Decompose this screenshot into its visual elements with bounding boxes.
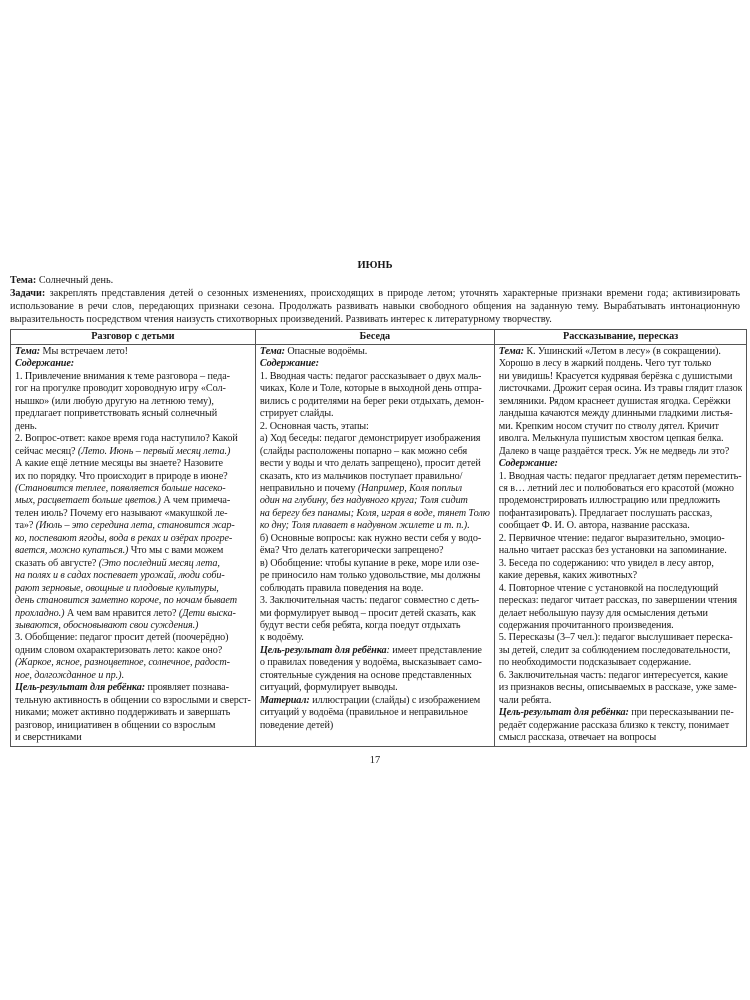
text-line — [499, 645, 743, 657]
text-line — [260, 358, 490, 370]
text-segment: о правилах поведения у водоёма, высказывает само- — [259, 657, 482, 669]
text-line — [15, 608, 251, 620]
text-line — [15, 346, 251, 358]
text-segment: стоятельные суждения на основе представленных — [259, 669, 472, 681]
text-segment: ре приносило нам только удовольствие, мы должны — [259, 570, 481, 582]
text-segment: нально читает рассказ без установки на запоминание. — [498, 545, 727, 557]
theme-label: Тема: — [10, 275, 37, 286]
text-segment: (Становится теплее, появляется больше насеко- — [15, 482, 226, 494]
text-segment: никами; может активно поддерживать и завершать — [15, 707, 231, 719]
theme-line — [10, 274, 740, 287]
text-line — [15, 720, 251, 732]
text-line — [260, 421, 490, 433]
text-line — [260, 483, 490, 495]
text-segment: . — [467, 520, 470, 532]
text-line — [260, 545, 490, 557]
text-segment: гог на прогулке проводит хороводную игру «Сол- — [15, 383, 226, 395]
text-segment: 3. Обобщение: педагог просит детей (поочерёдно) — [15, 632, 229, 644]
text-line — [499, 383, 743, 395]
text-segment: 1. Вводная часть: педагог предлагает детям переместить- — [498, 470, 742, 482]
text-segment: 6. Заключительная часть: педагог интересуется, какие — [498, 669, 728, 681]
text-segment: зы детей, следит за соблюдением последовательности, — [498, 644, 731, 656]
text-segment: иволга. Мелькнула пушистым хвостом цепкая белка. — [498, 433, 724, 445]
text-line — [15, 732, 251, 744]
lesson-plan-table — [10, 329, 747, 747]
text-line — [260, 346, 490, 358]
text-segment: сообщает Ф. И. О. автора, название рассказа. — [498, 520, 690, 532]
text-line — [499, 446, 743, 458]
text-segment: смысл рассказа, отвечает на вопросы — [498, 732, 657, 744]
text-segment: 2. Первичное чтение: педагог выразительно, эмоцио- — [498, 532, 725, 544]
text-line — [260, 695, 490, 707]
column-header-conversation: Разговор с детьми — [11, 330, 256, 345]
text-line — [15, 446, 251, 458]
text-segment: одним словом охарактеризовать лето: какое оно? — [15, 644, 223, 656]
text-line — [499, 608, 743, 620]
text-line — [260, 558, 490, 570]
text-segment: сказать об августе? — [15, 557, 99, 569]
text-segment: один на глубину, без надувного круга; Толя сидит — [259, 495, 468, 507]
text-line — [260, 720, 490, 732]
theme-value: Солнечный день. — [36, 275, 114, 286]
text-line — [499, 732, 743, 744]
text-line — [499, 682, 743, 694]
text-segment: день. — [15, 420, 37, 432]
text-segment: имеет представление — [389, 644, 482, 656]
text-line — [499, 720, 743, 732]
text-line — [499, 583, 743, 595]
text-line — [15, 520, 251, 532]
text-line — [499, 533, 743, 545]
tasks-paragraph — [10, 287, 740, 327]
text-line — [499, 695, 743, 707]
text-segment: 2. Вопрос-ответ: какое время года наступило? Какой — [15, 433, 238, 445]
text-line — [499, 471, 743, 483]
text-segment: 4. Повторное чтение с установкой на последующий — [498, 582, 719, 594]
section-label: Содержание: — [498, 458, 558, 470]
text-line — [499, 408, 743, 420]
text-line — [15, 495, 251, 507]
text-segment: Хорошо в лесу в жаркий полдень. Чего тут только — [498, 358, 712, 370]
text-line — [260, 508, 490, 520]
text-line — [499, 508, 743, 520]
text-line — [260, 533, 490, 545]
text-line — [15, 570, 251, 582]
text-segment: день становится заметно короче, по ночам бывает — [15, 595, 237, 607]
text-segment: 5. Пересказы (3–7 чел.): педагог выслушивает переска- — [498, 632, 733, 644]
text-line — [260, 645, 490, 657]
text-line — [260, 682, 490, 694]
text-segment: 1. Вводная часть: педагог рассказывает о двух маль- — [259, 370, 482, 382]
text-line — [499, 483, 743, 495]
text-line — [15, 583, 251, 595]
text-segment: 3. Заключительная часть: педагог совместно с деть- — [259, 595, 480, 607]
text-line — [15, 682, 251, 694]
tasks-label: Задачи: — [10, 288, 46, 299]
cell-conversation — [11, 345, 256, 747]
column-header-retelling: Рассказывание, пересказ — [494, 330, 747, 345]
text-line — [499, 396, 743, 408]
text-segment: Опасные водоёмы. — [284, 346, 368, 357]
text-line — [499, 707, 743, 719]
text-line — [499, 520, 743, 532]
page-number: 17 — [369, 755, 381, 766]
text-line — [15, 433, 251, 445]
text-segment: ся в… летний лес и полюбоваться его красотой (можно — [498, 482, 734, 494]
text-segment: б) Основные вопросы: как нужно вести себя у водо- — [259, 532, 482, 544]
text-line — [15, 558, 251, 570]
text-segment: мых, расцветает больше цветов.) — [15, 495, 161, 507]
text-line — [260, 433, 490, 445]
text-line — [15, 421, 251, 433]
text-segment: сейчас месяц? — [15, 445, 78, 457]
text-segment: ми. Крепким носом стучит по стволу дятел. Кричит — [498, 420, 719, 432]
cell-discussion — [255, 345, 494, 747]
text-segment: А чем примеча- — [160, 495, 231, 507]
text-line — [15, 383, 251, 395]
text-line — [15, 471, 251, 483]
text-segment: листочками. Дрожит серая осина. Из травы глядит глазок — [498, 383, 743, 395]
text-segment: ландыша качаются между длинными гладкими листья- — [498, 408, 733, 420]
text-line — [15, 358, 251, 370]
text-line — [499, 570, 743, 582]
section-label: Тема: — [15, 346, 41, 357]
text-line — [260, 396, 490, 408]
text-segment: А чем вам нравится лето? — [64, 607, 179, 619]
text-line — [15, 670, 251, 682]
text-segment: иллюстрации (слайды) с изображением — [309, 694, 481, 706]
tasks-value: закреплять представления детей о сезонных изменениях, происходящих в природе летом; уточнять характерные признаки времени года; активизировать использование в речи слов, передающих признаки сезона. Продолжать развивать навыки свободного общения на заданную тему. Вырабатывать интонационную выразительность посредством чтения наизусть стихотворных произведений. Развивать интерес к литературному творчеству. — [10, 288, 740, 326]
text-segment: К. Ушинский «Летом в лесу» (в сокращении). — [523, 346, 721, 357]
text-segment: делает небольшую паузу для осмысления детьми — [498, 607, 708, 619]
text-segment: тельную активность в общении со взрослыми и сверст- — [15, 694, 251, 706]
text-segment: вается, можно купаться.) — [15, 545, 129, 557]
text-line — [260, 371, 490, 383]
text-segment: ко дну; Толя плавает в надувном жилете и т. п.) — [259, 520, 467, 532]
section-label: Цель-результат для ребёнка — [259, 644, 387, 656]
text-segment: вились с родителями на берег реки отдыхать, демон- — [259, 395, 484, 407]
text-line — [15, 396, 251, 408]
section-label: Материал: — [259, 694, 310, 706]
text-line — [499, 371, 743, 383]
text-line — [260, 707, 490, 719]
text-line — [260, 383, 490, 395]
text-segment: та»? — [15, 520, 36, 532]
text-segment: (Дети выска- — [178, 607, 236, 619]
text-segment: вести у воды и что делать запрещено), просит детей — [259, 458, 481, 470]
section-label: Цель-результат для ребёнка: — [498, 707, 629, 719]
text-segment: ёма? Что делать категорически запрещено? — [259, 545, 444, 557]
text-line — [260, 471, 490, 483]
text-segment: ное, долгожданное и пр.) — [15, 669, 122, 681]
text-line — [15, 533, 251, 545]
text-segment: рают зерновые, овощные и плодовые культуры, — [15, 582, 219, 594]
text-line — [260, 632, 490, 644]
text-segment: (Например, Коля поплыл — [357, 482, 463, 494]
text-segment: Мы встречаем лето! — [40, 346, 128, 357]
text-line — [499, 558, 743, 570]
text-segment: 1. Привлечение внимания к теме разговора – педа- — [15, 370, 230, 382]
text-segment: содержания прочитанного произведения. — [498, 619, 674, 631]
text-line — [499, 620, 743, 632]
text-segment: а) Ход беседы: педагог демонстрирует изображения — [259, 433, 481, 445]
text-segment: (Это последний месяц лета, — [98, 557, 220, 569]
text-line — [15, 545, 251, 557]
text-segment: земляники. Рядом краснеет душистая ягодка. Серёжки — [498, 395, 731, 407]
text-line — [15, 458, 251, 470]
text-segment: чиках, Коле и Толе, которые в выходной день отпра- — [259, 383, 482, 395]
section-label: Тема: — [498, 346, 524, 357]
text-segment: телен июль? Почему его называют «макушкой ле- — [15, 507, 228, 519]
text-line — [260, 446, 490, 458]
table-header-row — [11, 330, 747, 345]
text-segment: неправильно и почему — [259, 482, 358, 494]
text-segment: пересказ: педагог читает рассказ, по завершении чтения — [498, 595, 738, 607]
text-line — [15, 695, 251, 707]
text-segment: ситуаций, формулирует выводы. — [259, 682, 398, 694]
text-segment: . — [121, 669, 124, 681]
text-segment: (Жаркое, ясное, разноцветное, солнечное, радост- — [15, 657, 230, 669]
text-line — [260, 608, 490, 620]
text-line — [499, 358, 743, 370]
text-line — [499, 595, 743, 607]
text-segment: из признаков весны, описываемых в рассказе, уже заме- — [498, 682, 737, 694]
text-segment: их по порядку. Что происходит в природе в июне? — [15, 470, 228, 482]
text-segment: Что мы с вами можем — [128, 545, 224, 557]
text-line — [499, 495, 743, 507]
text-segment: и сверстниками — [15, 732, 82, 744]
text-segment: чали ребята. — [498, 694, 552, 706]
month-title: ИЮНЬ — [357, 260, 393, 271]
text-line — [260, 670, 490, 682]
text-segment: А какие ещё летние месяцы вы знаете? Назовите — [15, 458, 223, 470]
text-line — [260, 570, 490, 582]
text-segment: ми формулирует вывод – просит детей сказать, как — [259, 607, 476, 619]
text-segment: на берегу без панамы; Коля, играя в воде, тянет Толю — [259, 507, 490, 519]
text-segment: зываются, обосновывают свои суждения.) — [15, 619, 199, 631]
text-line — [15, 595, 251, 607]
text-segment: 2. Основная часть, этапы: — [259, 420, 369, 432]
text-line — [499, 458, 743, 470]
text-line — [260, 583, 490, 595]
table-row — [11, 345, 747, 747]
text-line — [260, 595, 490, 607]
text-segment: нышко» (или любую другую на летнюю тему), — [15, 395, 214, 407]
text-segment: по необходимости подсказывает содержание. — [498, 657, 692, 669]
text-segment: 3. Беседа по содержанию: что увидел в лесу автор, — [498, 557, 714, 569]
section-label: Содержание: — [259, 358, 319, 370]
text-segment: разговор, инициативен в общении со взрослым — [15, 719, 216, 731]
text-segment: редаёт содержание рассказа близко к тексту, понимает — [498, 719, 730, 731]
text-line — [260, 520, 490, 532]
text-segment: проявляет познава- — [145, 682, 229, 694]
text-segment: прохладно.) — [15, 607, 65, 619]
text-segment: поведение детей) — [259, 719, 334, 731]
text-line — [15, 707, 251, 719]
text-line — [260, 657, 490, 669]
text-segment: Далеко в чаще раздаётся треск. Уж не медведь ли это? — [498, 445, 730, 457]
text-segment: ко, поспевают ягоды, вода в реках и озёрах прогре- — [15, 532, 233, 544]
text-line — [499, 421, 743, 433]
text-line — [499, 545, 743, 557]
text-segment: (Лето. Июнь – первый месяц лета.) — [77, 445, 231, 457]
text-line — [15, 408, 251, 420]
text-segment: продемонстрировать иллюстрацию или предложить — [498, 495, 720, 507]
cell-retelling — [494, 345, 747, 747]
text-segment: ни увидишь! Красуется кудрявая берёзка с душистыми — [498, 370, 733, 382]
text-segment: при пересказывании пе- — [628, 707, 734, 719]
text-line — [499, 433, 743, 445]
text-line — [260, 458, 490, 470]
text-line — [15, 620, 251, 632]
text-line — [260, 408, 490, 420]
text-segment: к водоёму. — [259, 632, 304, 644]
column-header-discussion: Беседа — [255, 330, 494, 345]
text-line — [499, 346, 743, 358]
text-segment: ситуаций у водоёма (правильное и неправильное — [259, 707, 468, 719]
section-label: Цель-результат для ребёнка: — [15, 682, 145, 694]
text-segment: предлагает поприветствовать ясный солнечный — [15, 408, 218, 420]
text-segment: сказать, кто из мальчиков поступает правильно/ — [259, 470, 463, 482]
text-segment: пофантазировать). Предлагает послушать рассказ, — [498, 507, 713, 519]
text-segment: : — [386, 644, 390, 656]
text-segment: соблюдать правила поведения на воде. — [259, 582, 424, 594]
text-segment: стрирует слайды. — [259, 408, 334, 420]
section-label: Тема: — [259, 346, 285, 357]
text-line — [15, 483, 251, 495]
text-line — [499, 657, 743, 669]
section-label: Содержание: — [15, 358, 75, 370]
text-line — [260, 495, 490, 507]
text-segment: (слайды расположены попарно – как можно себя — [259, 445, 468, 457]
text-line — [499, 670, 743, 682]
text-segment: какие деревья, каких животных? — [498, 570, 638, 582]
text-line — [15, 632, 251, 644]
text-segment: будут вести себя ребята, когда поедут отдыхать — [259, 619, 461, 631]
text-line — [260, 620, 490, 632]
text-segment: в) Обобщение: чтобы купание в реке, море или озе- — [259, 557, 480, 569]
text-segment: (Июль – это середина лета, становится жар- — [35, 520, 235, 532]
text-line — [15, 371, 251, 383]
text-line — [15, 645, 251, 657]
text-segment: на полях и в садах поспевает урожай, люди соби- — [15, 570, 225, 582]
text-line — [499, 632, 743, 644]
text-line — [15, 508, 251, 520]
text-line — [15, 657, 251, 669]
